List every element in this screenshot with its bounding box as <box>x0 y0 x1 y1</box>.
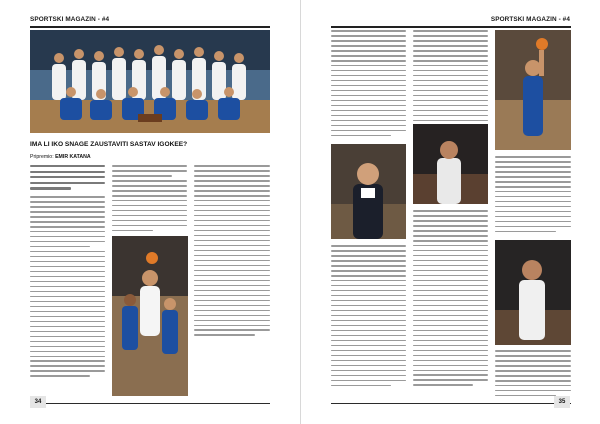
left-page-number: 34 <box>30 396 46 408</box>
team-photo <box>30 30 270 133</box>
article-title: IMA LI IKO SNAGE ZAUSTAVITI SASTAV IGOKEE? <box>30 141 188 148</box>
byline-label: Pripremio: <box>30 154 54 160</box>
right-footer-rule <box>331 403 571 404</box>
player-illustration <box>413 124 488 204</box>
right-col1-text <box>331 30 406 140</box>
right-col1-text-lower <box>331 245 406 390</box>
team-photo-illustration <box>30 30 270 133</box>
right-col3-text-lower <box>495 350 571 400</box>
byline <box>30 154 91 160</box>
middle-column-text <box>112 165 187 235</box>
right-page-header: SPORTSKI MAGAZIN - #4 <box>490 16 570 23</box>
byline-author: EMIR KATANA <box>55 154 91 160</box>
left-column-text <box>30 196 105 380</box>
header-rule <box>331 26 571 28</box>
defender-photo <box>495 240 571 345</box>
left-footer-rule <box>30 403 270 404</box>
shooter-illustration <box>495 30 571 150</box>
header-rule <box>30 26 270 28</box>
intro-text <box>30 165 105 193</box>
defender-illustration <box>495 240 571 345</box>
game-action-photo <box>112 236 188 396</box>
game-action-illustration <box>112 236 188 396</box>
right-col3-text <box>495 156 571 236</box>
left-page-header: SPORTSKI MAGAZIN - #4 <box>30 16 110 23</box>
right-column-text <box>194 165 270 339</box>
coach-illustration <box>331 144 406 239</box>
coach-photo <box>331 144 406 239</box>
right-page <box>300 0 600 424</box>
right-page-number: 35 <box>554 396 570 408</box>
right-col2-text-lower <box>413 210 488 389</box>
shooter-photo <box>495 30 571 150</box>
player-photo <box>413 124 488 204</box>
